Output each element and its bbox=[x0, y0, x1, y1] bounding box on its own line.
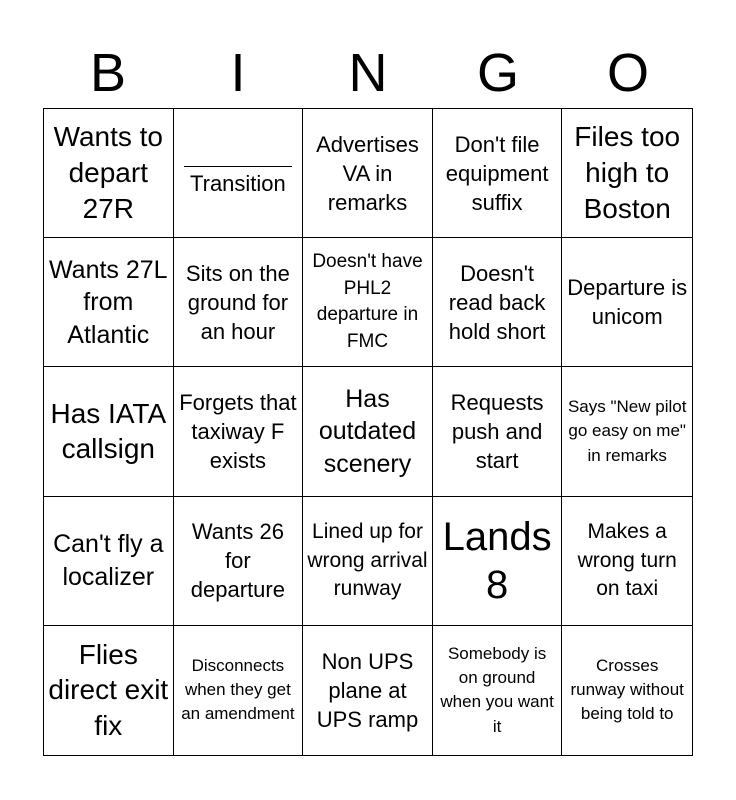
cell-label: Disconnects when they get an amendment bbox=[181, 656, 295, 724]
bingo-cell-5-3[interactable] bbox=[303, 626, 433, 755]
bingo-cell-3-4[interactable] bbox=[433, 367, 563, 496]
fill-in-blank-line bbox=[184, 148, 292, 167]
cell-label: Makes a wrong turn on taxi bbox=[577, 520, 677, 600]
bingo-header bbox=[43, 38, 693, 108]
header-letter-b: B bbox=[89, 43, 127, 103]
bingo-cell-5-5[interactable] bbox=[562, 626, 692, 755]
bingo-cell-5-1[interactable] bbox=[44, 626, 174, 755]
cell-label bbox=[184, 148, 292, 198]
cell-label: Sits on the ground for an hour bbox=[185, 260, 290, 344]
cell-label: Forgets that taxiway F exists bbox=[179, 389, 297, 473]
cell-label: Wants 27L from Atlantic bbox=[49, 255, 168, 349]
bingo-cell-3-2[interactable] bbox=[174, 367, 304, 496]
bingo-cell-1-5[interactable] bbox=[562, 109, 692, 238]
cell-label: Don't file equipment suffix bbox=[445, 131, 549, 215]
bingo-cell-3-3[interactable] bbox=[303, 367, 433, 496]
cell-label: Doesn't have PHL2 departure in FMC bbox=[312, 251, 423, 352]
cell-label: Lands 8 bbox=[442, 514, 552, 607]
header-letter-i: I bbox=[230, 43, 246, 103]
cell-label: Crosses runway without being told to bbox=[570, 656, 684, 724]
bingo-cell-4-1[interactable] bbox=[44, 497, 174, 626]
cell-label: Requests push and start bbox=[450, 389, 544, 473]
cell-label: Flies direct exit fix bbox=[48, 638, 169, 742]
cell-label: Has outdated scenery bbox=[318, 384, 417, 478]
bingo-cell-4-4[interactable] bbox=[433, 497, 563, 626]
cell-text: Transition bbox=[190, 171, 286, 197]
bingo-cell-1-1[interactable] bbox=[44, 109, 174, 238]
header-letter-g: G bbox=[476, 43, 519, 103]
bingo-board bbox=[43, 108, 693, 756]
cell-label: Has IATA callsign bbox=[50, 397, 167, 465]
bingo-cell-2-4[interactable] bbox=[433, 238, 563, 367]
header-letter-n: N bbox=[348, 43, 388, 103]
cell-label: Advertises VA in remarks bbox=[316, 131, 419, 215]
bingo-cell-4-2[interactable] bbox=[174, 497, 304, 626]
bingo-cell-5-4[interactable] bbox=[433, 626, 563, 755]
cell-label: Wants 26 for departure bbox=[190, 519, 285, 603]
cell-label: Doesn't read back hold short bbox=[448, 260, 546, 344]
bingo-cell-2-1[interactable] bbox=[44, 238, 174, 367]
bingo-cell-2-5[interactable] bbox=[562, 238, 692, 367]
bingo-cell-2-2[interactable] bbox=[174, 238, 304, 367]
cell-label: Says "New pilot go easy on me" in remarks bbox=[567, 397, 687, 465]
cell-label: Wants to depart 27R bbox=[53, 121, 164, 224]
cell-label: Lined up for wrong arrival runway bbox=[307, 520, 428, 600]
bingo-cell-4-5[interactable] bbox=[562, 497, 692, 626]
bingo-cell-2-3[interactable] bbox=[303, 238, 433, 367]
cell-label: Departure is unicom bbox=[567, 275, 688, 330]
cell-label: Can't fly a localizer bbox=[53, 530, 164, 591]
bingo-cell-4-3[interactable] bbox=[303, 497, 433, 626]
bingo-cell-1-3[interactable] bbox=[303, 109, 433, 238]
cell-label: Somebody is on ground when you want it bbox=[440, 644, 554, 736]
cell-label: Files too high to Boston bbox=[574, 121, 681, 224]
header-letter-o: O bbox=[606, 43, 649, 103]
bingo-cell-5-2[interactable] bbox=[174, 626, 304, 755]
cell-label: Non UPS plane at UPS ramp bbox=[316, 648, 419, 732]
bingo-cell-3-5[interactable] bbox=[562, 367, 692, 496]
bingo-cell-1-2[interactable] bbox=[174, 109, 304, 238]
bingo-cell-1-4[interactable] bbox=[433, 109, 563, 238]
bingo-cell-3-1[interactable] bbox=[44, 367, 174, 496]
